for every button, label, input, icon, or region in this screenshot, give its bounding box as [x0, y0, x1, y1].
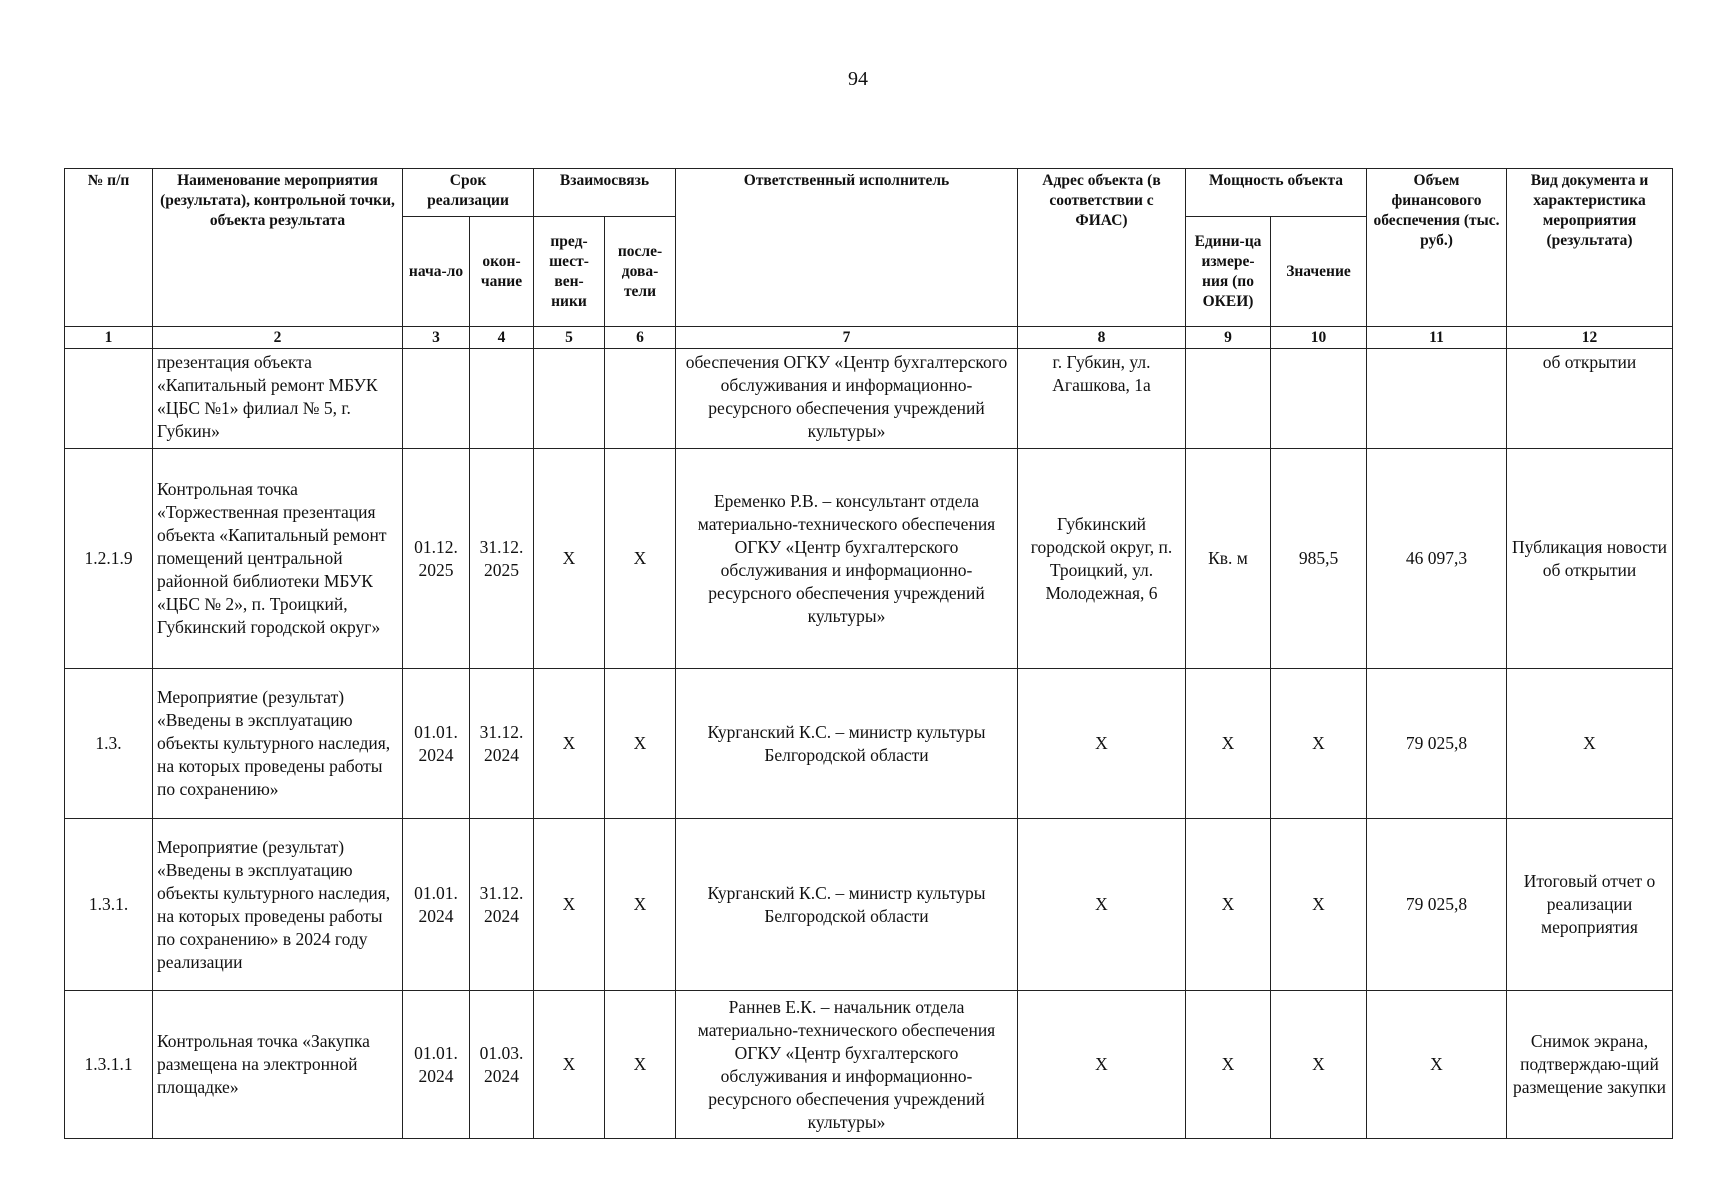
row-end: 01.03. 2024 [470, 991, 534, 1139]
row-name: Мероприятие (результат) «Введены в эксплуатацию объекты культурного наследия, на которых проведены работы по сохранению» [153, 669, 403, 819]
row-posle: X [605, 819, 676, 991]
row-name: Контрольная точка «Торжественная презентация объекта «Капитальный ремонт помещений центральной районной библиотеки МБУК «ЦБС № 2», п. Троицкий, Губкинский городской округ» [153, 449, 403, 669]
row-obem: X [1367, 991, 1507, 1139]
header-edinica: Едини-ца измере-ния (по ОКЕИ) [1186, 217, 1271, 327]
row-pred: X [534, 669, 605, 819]
page-number: 94 [848, 68, 868, 90]
row-start: 01.12. 2025 [403, 449, 470, 669]
row-pred: X [534, 991, 605, 1139]
row-otv: Курганский К.С. – министр культуры Белгородской области [676, 819, 1018, 991]
header-vzaimosvyaz: Взаимосвязь [534, 169, 676, 217]
row-vid: X [1507, 669, 1673, 819]
row-number: 1.2.1.9 [65, 449, 153, 669]
row-znachenie: X [1271, 991, 1367, 1139]
row-edinica: Кв. м [1186, 449, 1271, 669]
row-posle: X [605, 669, 676, 819]
row-name: Контрольная точка «Закупка размещена на электронной площадке» [153, 991, 403, 1139]
col-number: 9 [1186, 327, 1271, 349]
row-posle: X [605, 991, 676, 1139]
col-number: 12 [1507, 327, 1673, 349]
column-numbers-row [65, 327, 1673, 349]
row-start [403, 349, 470, 449]
header-name: Наименование мероприятия (результата), контрольной точки, объекта результата [153, 169, 403, 327]
table-row [65, 449, 1673, 669]
header-posle: после-дова-тели [605, 217, 676, 327]
row-name: презентация объекта «Капитальный ремонт МБУК «ЦБС №1» филиал № 5, г. Губкин» [153, 349, 403, 449]
row-number: 1.3.1. [65, 819, 153, 991]
row-start: 01.01. 2024 [403, 991, 470, 1139]
col-number: 7 [676, 327, 1018, 349]
col-number: 10 [1271, 327, 1367, 349]
row-edinica: X [1186, 819, 1271, 991]
table-row [65, 349, 1673, 449]
plan-table [64, 168, 1673, 1139]
row-edinica: X [1186, 991, 1271, 1139]
row-obem [1367, 349, 1507, 449]
col-number: 4 [470, 327, 534, 349]
header-moshnost: Мощность объекта [1186, 169, 1367, 217]
table-row [65, 669, 1673, 819]
row-end: 31.12. 2025 [470, 449, 534, 669]
row-adres: X [1018, 819, 1186, 991]
col-number: 3 [403, 327, 470, 349]
row-pred: X [534, 819, 605, 991]
row-vid: Снимок экрана, подтверждаю-щий размещение закупки [1507, 991, 1673, 1139]
row-end: 31.12. 2024 [470, 669, 534, 819]
header-obem: Объем финансового обеспечения (тыс. руб.) [1367, 169, 1507, 327]
row-vid: Итоговый отчет о реализации мероприятия [1507, 819, 1673, 991]
row-znachenie [1271, 349, 1367, 449]
row-start: 01.01. 2024 [403, 669, 470, 819]
row-number: 1.3.1.1 [65, 991, 153, 1139]
table-row [65, 991, 1673, 1139]
row-obem: 79 025,8 [1367, 669, 1507, 819]
row-number [65, 349, 153, 449]
row-vid: об открытии [1507, 349, 1673, 449]
row-otv: Еременко Р.В. – консультант отдела материально-технического обеспечения ОГКУ «Центр бухгалтерского обслуживания и информационно-ресурсного обеспечения учреждений культуры» [676, 449, 1018, 669]
row-number: 1.3. [65, 669, 153, 819]
col-number: 8 [1018, 327, 1186, 349]
header-srok: Срок реализации [403, 169, 534, 217]
row-edinica [1186, 349, 1271, 449]
row-obem: 46 097,3 [1367, 449, 1507, 669]
row-znachenie: X [1271, 669, 1367, 819]
row-end: 31.12. 2024 [470, 819, 534, 991]
header-start: нача-ло [403, 217, 470, 327]
header-adres: Адрес объекта (в соответствии с ФИАС) [1018, 169, 1186, 327]
col-number: 6 [605, 327, 676, 349]
col-number: 5 [534, 327, 605, 349]
row-pred [534, 349, 605, 449]
col-number: 11 [1367, 327, 1507, 349]
row-start: 01.01. 2024 [403, 819, 470, 991]
row-vid: Публикация новости об открытии [1507, 449, 1673, 669]
row-obem: 79 025,8 [1367, 819, 1507, 991]
row-otv: Раннев Е.К. – начальник отдела материально-технического обеспечения ОГКУ «Центр бухгалтерского обслуживания и информационно-ресурсного обеспечения учреждений культуры» [676, 991, 1018, 1139]
header-otv: Ответственный исполнитель [676, 169, 1018, 327]
header-vid: Вид документа и характеристика мероприятия (результата) [1507, 169, 1673, 327]
row-edinica: X [1186, 669, 1271, 819]
row-pred: X [534, 449, 605, 669]
table-row [65, 819, 1673, 991]
row-adres: г. Губкин, ул. Агашкова, 1а [1018, 349, 1186, 449]
row-otv: Курганский К.С. – министр культуры Белгородской области [676, 669, 1018, 819]
row-end [470, 349, 534, 449]
header-pred: пред-шест-вен-ники [534, 217, 605, 327]
col-number: 1 [65, 327, 153, 349]
row-znachenie: 985,5 [1271, 449, 1367, 669]
header-row-1 [65, 169, 1673, 217]
row-posle [605, 349, 676, 449]
row-adres: Губкинский городской округ, п. Троицкий, ул. Молодежная, 6 [1018, 449, 1186, 669]
header-end: окон-чание [470, 217, 534, 327]
row-posle: X [605, 449, 676, 669]
row-adres: X [1018, 669, 1186, 819]
col-number: 2 [153, 327, 403, 349]
header-number: № п/п [65, 169, 153, 327]
row-znachenie: X [1271, 819, 1367, 991]
row-name: Мероприятие (результат) «Введены в эксплуатацию объекты культурного наследия, на которых проведены работы по сохранению» в 2024 году реализации [153, 819, 403, 991]
row-otv: обеспечения ОГКУ «Центр бухгалтерского обслуживания и информационно-ресурсного обеспечения учреждений культуры» [676, 349, 1018, 449]
header-znachenie: Значение [1271, 217, 1367, 327]
row-adres: X [1018, 991, 1186, 1139]
